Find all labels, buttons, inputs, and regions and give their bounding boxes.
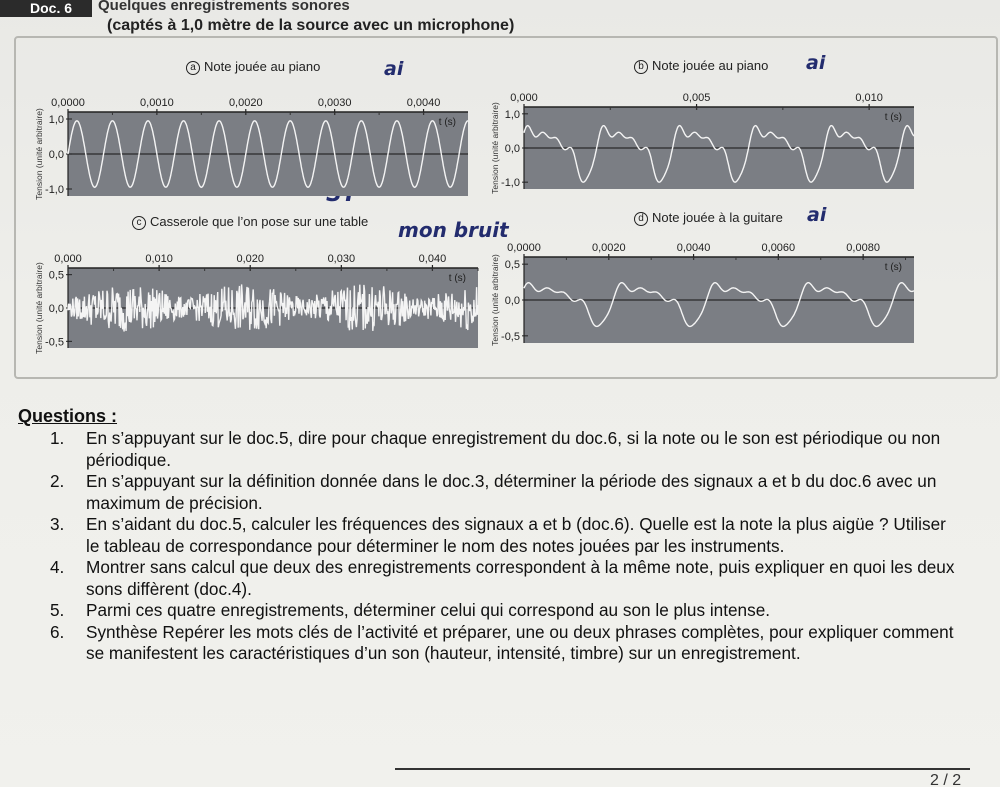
y-tick-label: -1,0 xyxy=(501,177,520,190)
question-number: 4. xyxy=(50,557,65,577)
x-tick-label: 0,000 xyxy=(54,253,82,265)
x-tick-label: 0,040 xyxy=(418,253,447,265)
y-tick-label: 0,0 xyxy=(504,143,520,155)
x-tick-label: 0,0010 xyxy=(140,97,174,109)
question-1 xyxy=(50,428,956,471)
panel-a-title xyxy=(186,59,320,75)
y-tick-label: 0,0 xyxy=(48,149,64,161)
y-tick-label: 1,0 xyxy=(504,108,520,121)
x-tick-label: 0,0030 xyxy=(317,97,352,109)
chart-d xyxy=(490,237,916,346)
questions-list xyxy=(50,428,956,665)
x-axis-label: t (s) xyxy=(884,112,902,123)
doc-title: Quelques enregistrements sonores xyxy=(98,0,350,14)
panel-d-title-text: Note jouée à la guitare xyxy=(652,210,783,225)
x-axis-label: t (s) xyxy=(884,262,902,273)
footer-rule xyxy=(395,768,970,770)
doc-label: Doc. 6 xyxy=(0,0,92,17)
y-tick-label: 1,0 xyxy=(48,114,64,126)
chart-b xyxy=(490,87,916,194)
panel-a-title-text: Note jouée au piano xyxy=(204,59,321,74)
question-text: En s’aidant du doc.5, calculer les fréquences des signaux a et b (doc.6). Quelle est la note la plus aigüe ? Utiliser le tableau de correspondance pour déterminer le nom des notes jouées par les instruments. xyxy=(86,514,946,556)
x-tick-label: 0,0040 xyxy=(676,242,711,254)
handwritten-note-d: ai xyxy=(807,204,827,226)
x-tick-label: 0,000 xyxy=(510,92,538,104)
badge-b: b xyxy=(634,60,648,74)
x-tick-label: 0,010 xyxy=(145,253,173,265)
y-tick-label: 0,0 xyxy=(504,295,520,307)
x-tick-label: 0,0040 xyxy=(406,97,441,109)
x-tick-label: 0,0000 xyxy=(507,242,541,254)
badge-d: d xyxy=(634,212,648,226)
question-number: 3. xyxy=(50,514,65,534)
y-axis-label: Tension (unité arbitraire) xyxy=(34,108,44,200)
y-axis-label: Tension (unité arbitraire) xyxy=(34,262,44,354)
panel-b-title xyxy=(634,58,768,74)
page-number: 2 / 2 xyxy=(930,772,962,787)
question-6 xyxy=(50,622,956,665)
panel-c-title-text: Casserole que l’on pose sur une table xyxy=(150,214,369,229)
question-text: En s’appuyant sur le doc.5, dire pour chaque enregistrement du doc.6, si la note ou le son est périodique ou non périodique. xyxy=(86,428,941,470)
chart-c xyxy=(34,248,478,354)
panel-d-title xyxy=(634,210,783,226)
question-3 xyxy=(50,514,956,557)
question-text: En s’appuyant sur la définition donnée dans le doc.3, déterminer la période des signaux a et b du doc.6 avec un maximum de précision. xyxy=(86,471,937,513)
badge-a: a xyxy=(186,61,200,75)
x-tick-label: 0,0000 xyxy=(51,97,85,109)
y-tick-label: -1,0 xyxy=(45,184,64,196)
x-tick-label: 0,030 xyxy=(327,253,356,265)
question-text: Montrer sans calcul que deux des enregistrements correspondent à la même note, puis expliquer en quoi les deux sons diffèrent (doc.4). xyxy=(86,557,955,599)
y-tick-label: 0,5 xyxy=(48,269,64,282)
x-tick-label: 0,0020 xyxy=(591,242,626,254)
panel-c-title xyxy=(132,214,368,230)
question-text: Synthèse Repérer les mots clés de l’activité et préparer, une ou deux phrases complètes, pour expliquer comment se manifestent les caractéristiques d’un son (hauteur, intensité, timbre) sur un enregistrement. xyxy=(86,621,954,663)
question-number: 5. xyxy=(50,600,65,620)
y-tick-label: 0,0 xyxy=(48,303,64,315)
y-axis-label: Tension (unité arbitraire) xyxy=(490,102,500,194)
x-tick-label: 0,0060 xyxy=(761,242,796,254)
question-5 xyxy=(50,600,956,622)
x-tick-label: 0,020 xyxy=(236,253,264,265)
question-number: 2. xyxy=(50,471,65,491)
badge-c: c xyxy=(132,216,146,230)
question-text: Parmi ces quatre enregistrements, déterminer celui qui correspond au son le plus intense. xyxy=(86,600,771,620)
x-tick-label: 0,0080 xyxy=(846,242,880,254)
question-number: 1. xyxy=(50,428,65,448)
question-4 xyxy=(50,557,956,600)
x-tick-label: 0,005 xyxy=(682,92,711,104)
y-tick-label: 0,5 xyxy=(504,259,520,272)
y-axis-label: Tension (unité arbitraire) xyxy=(490,254,500,346)
doc-subtitle: (captés à 1,0 mètre de la source avec un microphone) xyxy=(107,17,515,34)
handwritten-note-c: mon bruit xyxy=(398,218,509,242)
question-2 xyxy=(50,471,956,514)
handwritten-note-a: ai xyxy=(384,58,404,80)
questions-heading: Questions : xyxy=(18,406,118,426)
panel-b-title-text: Note jouée au piano xyxy=(652,58,769,73)
x-axis-label: t (s) xyxy=(438,117,456,128)
x-tick-label: 0,0020 xyxy=(228,97,263,109)
question-number: 6. xyxy=(50,621,65,642)
x-tick-label: 0,010 xyxy=(855,92,883,104)
x-axis-label: t (s) xyxy=(448,273,466,284)
handwritten-note-b: ai xyxy=(806,52,826,74)
chart-a xyxy=(34,88,478,200)
y-tick-label: -0,5 xyxy=(501,330,520,343)
y-tick-label: -0,5 xyxy=(45,336,64,349)
